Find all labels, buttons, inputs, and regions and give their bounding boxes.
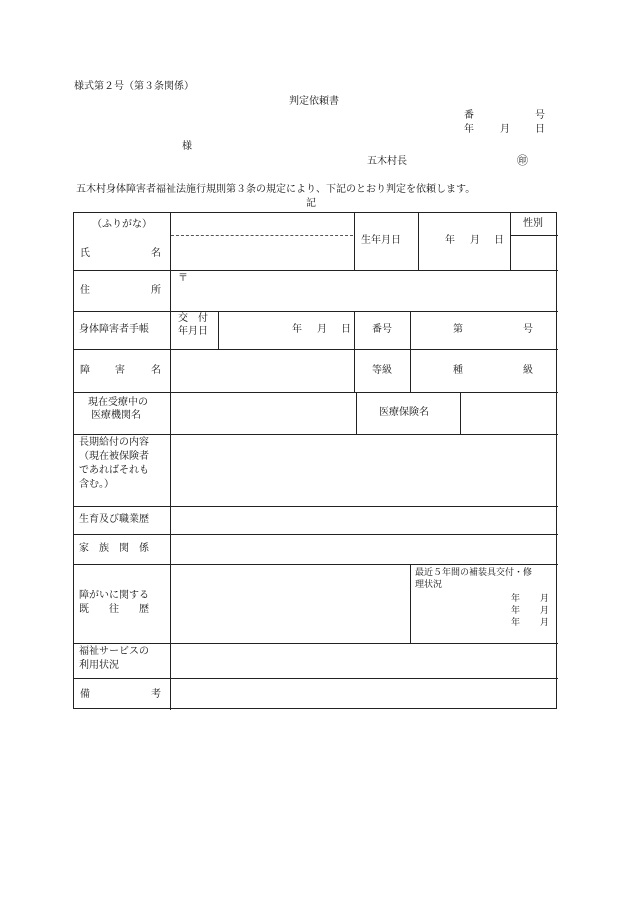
prosthesis-year-3: 年 [511,618,521,628]
benefits-label-4: 含む。） [79,479,114,490]
grade-shu: 種 [453,365,463,376]
doc-number-suffix: 号 [535,110,545,121]
date-day-label: 日 [535,124,545,135]
date-year-label: 年 [464,124,474,135]
number-label: 番号 [372,324,392,335]
row-divider [74,534,558,535]
postal-mark: 〒 [178,273,188,284]
col-divider [218,311,219,349]
name-label-mei: 名 [151,248,161,259]
address-label-sho: 所 [151,285,161,296]
row-divider [74,311,558,312]
gender-divider [510,235,558,236]
welfare-label-1: 福祉サービスの [79,646,149,657]
prosthesis-year-2: 年 [511,606,521,616]
col-divider [460,392,461,434]
request-form-table [73,212,557,709]
row-divider [74,270,558,271]
disability-history-label-1: 障がいに関する [79,590,149,601]
birth-month-label: 月 [470,235,480,246]
prosthesis-month-2: 月 [540,606,550,616]
row-divider [74,678,558,679]
welfare-label-2: 利用状況 [79,660,119,671]
number-dai: 第 [453,324,463,335]
doc-number-label: 番 [464,110,474,121]
benefits-label-3: であればそれも [79,465,149,476]
seal-mark: ㊞ [517,154,528,167]
grade-kyu: 級 [523,365,533,376]
benefits-label-2: （現在被保険者 [79,451,149,462]
row-divider [74,564,558,565]
address-label-jyu: 住 [80,285,90,296]
row-divider [74,506,558,507]
family-label: 家 族 関 係 [79,543,149,554]
disability-label-3: 名 [151,365,161,376]
certificate-label: 身体障害者手帳 [79,324,149,335]
label-column-divider [170,213,171,710]
row-divider [74,349,558,350]
issue-year-label: 年 [292,324,302,335]
prosthesis-year-1: 年 [511,594,521,604]
birth-day-label: 日 [494,235,504,246]
page-title: 判定依頼書 [289,96,339,107]
birthdate-label: 生年月日 [361,235,401,246]
disability-label-1: 障 [80,365,90,376]
issue-day-label: 日 [341,324,351,335]
remarks-label-bi: 備 [80,689,90,700]
col-divider [418,213,419,270]
row-divider [74,643,558,644]
prosthesis-month-1: 月 [540,594,550,604]
furigana-label: （ふりがな） [92,219,152,230]
name-label-shi: 氏 [80,248,90,259]
col-divider [354,311,355,392]
furigana-dashed-line [171,235,353,236]
number-go: 号 [523,324,533,335]
col-divider [410,311,411,392]
form-number: 様式第２号（第３条関係） [74,81,194,92]
prosthesis-label-2: 理状況 [415,580,443,590]
issue-label-line2: 年月日 [178,326,208,337]
request-body-text: 五木村身体障害者福祉法施行規則第３条の規定により、下記のとおり判定を依頼します。 [76,184,476,195]
row-divider [74,434,558,435]
col-divider [354,213,355,270]
medical-institution-label-2: 医療機関名 [91,410,141,421]
disability-history-label-2: 既 往 歴 [79,604,149,615]
row-divider [74,392,558,393]
col-divider [356,392,357,434]
issue-month-label: 月 [317,324,327,335]
issue-label-line1: 交 付 [178,313,208,324]
birth-year-label: 年 [445,235,455,246]
addressee-sama: 様 [182,141,192,152]
col-divider [410,564,411,643]
date-month-label: 月 [500,124,510,135]
disability-label-2: 害 [115,365,125,376]
col-divider [510,213,511,270]
gender-label: 性別 [523,218,543,229]
benefits-label-1: 長期給付の内容 [79,437,149,448]
prosthesis-month-3: 月 [540,618,550,628]
prosthesis-label-1: 最近５年間の補装具交付・修 [415,568,533,578]
insurance-label: 医療保険名 [379,407,429,418]
ki-label: 記 [306,198,316,209]
grade-label: 等級 [372,365,392,376]
history-label: 生育及び職業歴 [79,514,149,525]
medical-institution-label-1: 現在受療中の [88,397,148,408]
mayor-name: 五木村長 [367,156,407,167]
remarks-label-ko: 考 [151,689,161,700]
